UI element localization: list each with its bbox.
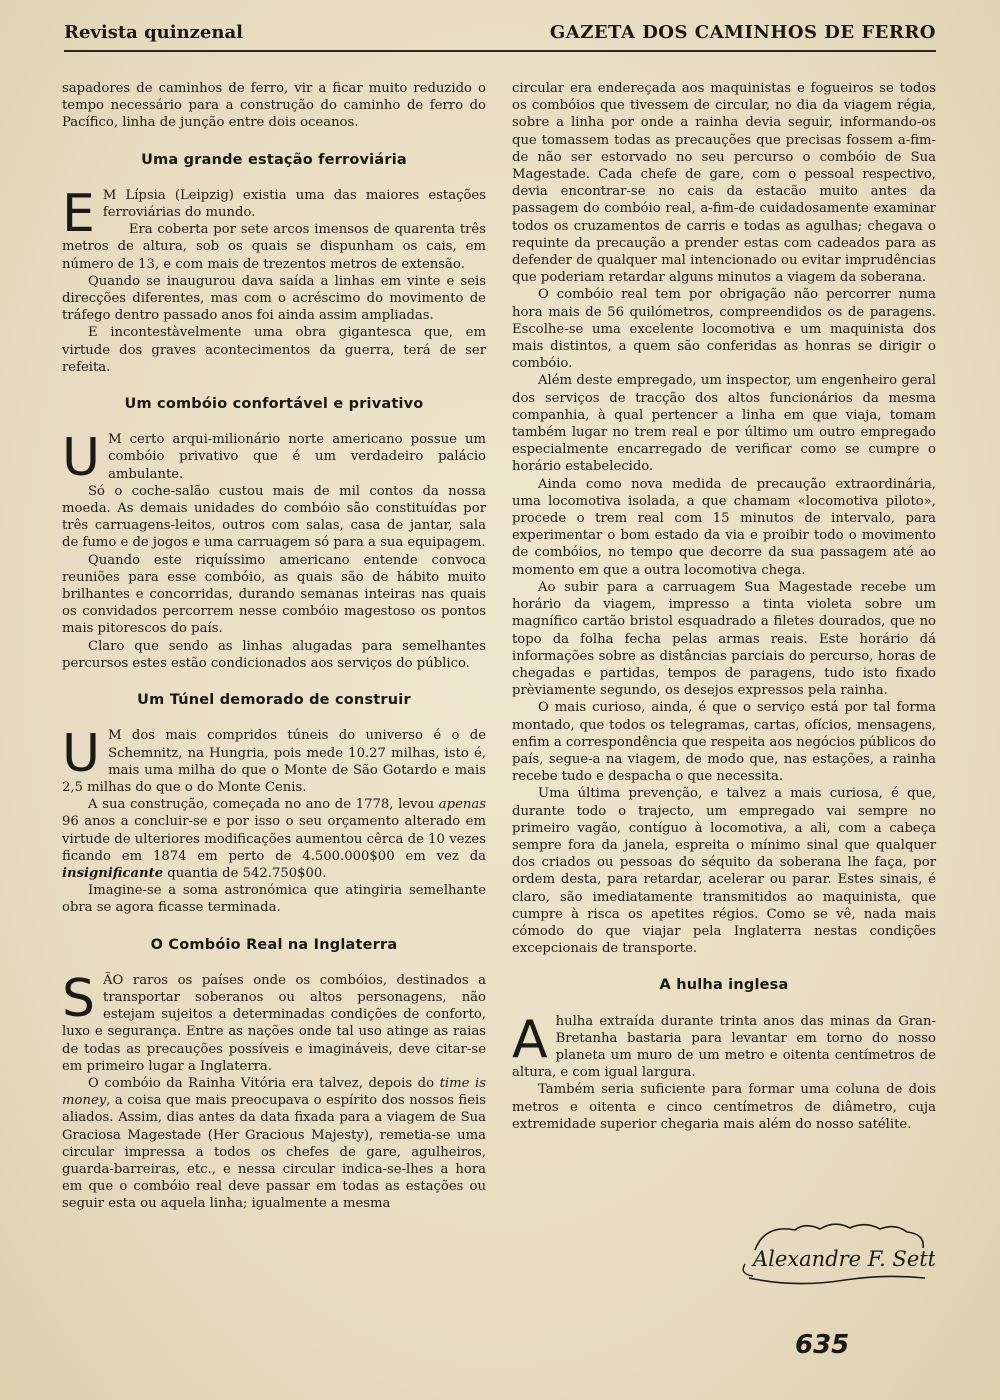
section-paragraph: SÃO raros os países onde os combóios, destinados a transportar soberanos ou altos personagens, não estejam sujeitos a determinadas condições de conforto, luxo e segurança. Entre as nações onde tal uso atinge as raias de todas as precauções possíveis e imagináveis, deve citar-se em primeiro lugar a Inglaterra. — [62, 968, 486, 1074]
section-title: Um Túnel demorado de construir — [137, 692, 411, 709]
right-column — [512, 80, 936, 1133]
intro-paragraph: sapadores de caminhos de ferro, vir a ficar muito reduzido o tempo necessário para a construção do caminho de ferro do Pacífico, linha de junção entre dois oceanos. — [62, 81, 486, 131]
section-paragraph: Além deste empregado, um inspector, um engenheiro geral dos serviços de tracção dos altos funcionários da mesma companhia, à qual pertencer a linha em que viaja, tomam também lugar no trem real e por último um outro empregado especialmente encarregado de verificar como se cumpre o horário estabelecido. — [512, 373, 936, 475]
section-paragraph: Quando este riquíssimo americano entende convoca reuniões para esse combóio, as quais são de hábito muito brilhantes e concorridas, durando semanas inteiras nas quais os convidados percorrem nesse combóio magestoso os pontos mais pitorescos do país. — [62, 552, 486, 637]
section-paragraph: O mais curioso, ainda, é que o serviço está por tal forma montado, que todos os telegramas, cartas, ofícios, mensagens, enfim a correspondência que respeita aos negócios públicos do país, segue-a na viagem, de modo que, nas estações, a rainha recebe tudo e despacha o que necessita. — [512, 700, 936, 785]
section-title: O Combóio Real na Inglaterra — [150, 936, 398, 953]
page-header — [64, 20, 936, 52]
signature-flourish-icon — [735, 1220, 935, 1290]
signature-text: Alexandre F. Setta — [753, 1247, 935, 1271]
section-paragraph: Ahulha extraída durante trinta anos das minas da Gran-Bretanha bastaria para levantar em torno do nosso planeta um muro de um metro e oitenta centímetros de altura, e com igual largura. — [512, 1009, 936, 1081]
header-right: GAZETA DOS CAMINHOS DE FERRO — [549, 22, 936, 43]
left-column — [62, 80, 486, 1213]
section-paragraph: O combóio da Rainha Vitória era talvez, depois do time is money, a coisa que mais preocupava o espírito dos nossos fieis aliados. Assim, dias antes da data fixada para a viagem de Sua Graciosa Magestade (Her Gracious Majesty), remetia-se uma circular impressa a todos os chefes de gare, agulheiros, guarda-barreiras, etc., e nessa circular indica-se-lhes a hora em que o combóio real deve passar em todas as estações ou seguir esta ou aquela linha; igualmente a mesma — [62, 1075, 486, 1212]
section-title: Um combóio confortável e privativo — [124, 396, 424, 413]
section-paragraph: Era coberta por sete arcos imensos de quarenta três metros de altura, sob os quais se dispunham os cais, em número de 13, e com mais de trezentos metros de extensão. — [62, 222, 486, 272]
section-paragraph: Só o coche-salão custou mais de mil contos da nossa moeda. As demais unidades do combóio são constituídas por três carruagens-leitos, outros com salas, casa de jantar, sala de fumo e de jogos e uma carruagem só para a sua equipagem. — [62, 483, 486, 551]
header-left: Revista quinzenal — [64, 22, 243, 43]
section-title: Uma grande estação ferroviária — [141, 151, 407, 168]
section-paragraph: O combóio real tem por obrigação não percorrer numa hora mais de 56 quilómetros, compreendidos os de paragens. Escolhe-se uma excelente locomotiva e um maquinista dos mais distintos, a quem são conferidas as honras se dirigir o combóio. — [512, 287, 936, 372]
section-paragraph: Quando se inaugurou dava saída a linhas em vinte e seis direcções diferentes, mas com o acréscimo do movimento de tráfego dentro passado anos foi ainda assim ampliadas. — [62, 273, 486, 324]
drop-cap: U — [62, 724, 101, 785]
section-paragraph: U M certo arqui-milionário norte americano possue um combóio privativo que é um verdadeiro palácio ambulante. — [62, 428, 486, 489]
section-paragraph: Ao subir para a carruagem Sua Magestade recebe um horário da viagem, impresso a tinta violeta sobre um magnífico cartão bristol esquadrado a filetes dourados, que no topo da folha fecha pelas armas reais. Este horário dá informações sobre as distâncias parciais do percurso, horas de chegadas e partidas, tempos de paragens, tudo isto fixado prèviamente segundo, os desejos expressos pela rainha. — [512, 579, 936, 699]
section-paragraph: Imagine-se a soma astronómica que atingiria semelhante obra se agora ficasse terminada. — [62, 883, 486, 916]
section-paragraph: E M Lípsia (Leipzig) existia uma das maiores estações ferroviárias do mundo. — [62, 183, 486, 244]
section-paragraph: Uma última prevenção, e talvez a mais curiosa, é que, durante todo o trajecto, um empregado vai sempre no primeiro vagão, contíguo à locomotiva, a ali, com a cabeça sempre fora da janela, espreita o mínimo sinal que qualquer dos criados ou pessoas do séquito da soberana lhe faça, por ordem desta, para retardar, acelerar ou parar. Estes sinais, é claro, são imediatamente transmitidos ao maquinista, que cumpre à risca os apetites régios. Como se vê, nada mais cómodo do que viajar pela Inglaterra nestas condições excepcionais de transporte. — [512, 786, 936, 957]
drop-cap: U — [62, 428, 101, 489]
section-paragraph: Também seria suficiente para formar uma coluna de dois metros e oitenta e cinco centímetros de diâmetro, cuja extremidade superior chegaria mais além do nosso satélite. — [512, 1082, 936, 1132]
section-title: A hulha inglesa — [659, 977, 789, 994]
drop-cap: S — [62, 968, 96, 1029]
section-paragraph: E incontestàvelmente uma obra gigantesca que, em virtude dos graves acontecimentos da guerra, terá de ser refeita. — [62, 325, 486, 375]
section-paragraph: A sua construção, começada no ano de 1778, levou apenas 96 anos a concluir-se e por isso o seu orçamento alterado em virtude de ulteriores modificações aumentou cêrca de 10 vezes ficando em 1874 em perto de 4.500.000$00 em vez da insignificante quantia de 542.750$00. — [62, 797, 486, 881]
continued-paragraph: circular era endereçada aos maquinistas e fogueiros se todos os combóios que tivessem de circular, no dia da viagem régia, sobre a linha por onde a rainha devia seguir, informando-os que tomassem todas as precauções que precisas fossem a-fim-de não ser estorvado no seu percurso o combóio de Sua Magestade. Cada chefe de gare, com o pessoal respectivo, devia encontrar-se no cais da estacão muito antes da passagem do combóio real, a-fim-de cuidadosamente examinar todos os cruzamentos de carris e todas as agulhas; chegava o requinte da precaução a prender estas com cadeados para as defender de qualquer mal intencionado ou evitar imprudências que poderiam retardar alguns minutos a viagem da soberana. — [512, 81, 936, 286]
section-paragraph: Claro que sendo as linhas alugadas para semelhantes percursos estes estão condicionados aos serviços do público. — [62, 638, 486, 671]
author-signature — [735, 1220, 935, 1290]
page-number: 635 — [795, 1330, 850, 1360]
section-paragraph: Ainda como nova medida de precaução extraordinária, uma locomotiva isolada, a que chamam «locomotiva piloto», procede o trem real com 15 minutos de intervalo, para experimentar o bom estado da via e proibir todo o movimento de combóios, no tempo que decorre da sua passagem até ao momento em que a outra locomotiva chega. — [512, 476, 936, 578]
drop-cap: A — [512, 1009, 548, 1070]
drop-cap: E — [62, 183, 95, 244]
section-paragraph: U M dos mais compridos túneis do universo é o de Schemnitz, na Hungria, pois mede 10.27 milhas, isto é, mais uma milha do que o Monte de São Gotardo e mais 2,5 milhas do que o do Monte Cenis. — [62, 724, 486, 795]
